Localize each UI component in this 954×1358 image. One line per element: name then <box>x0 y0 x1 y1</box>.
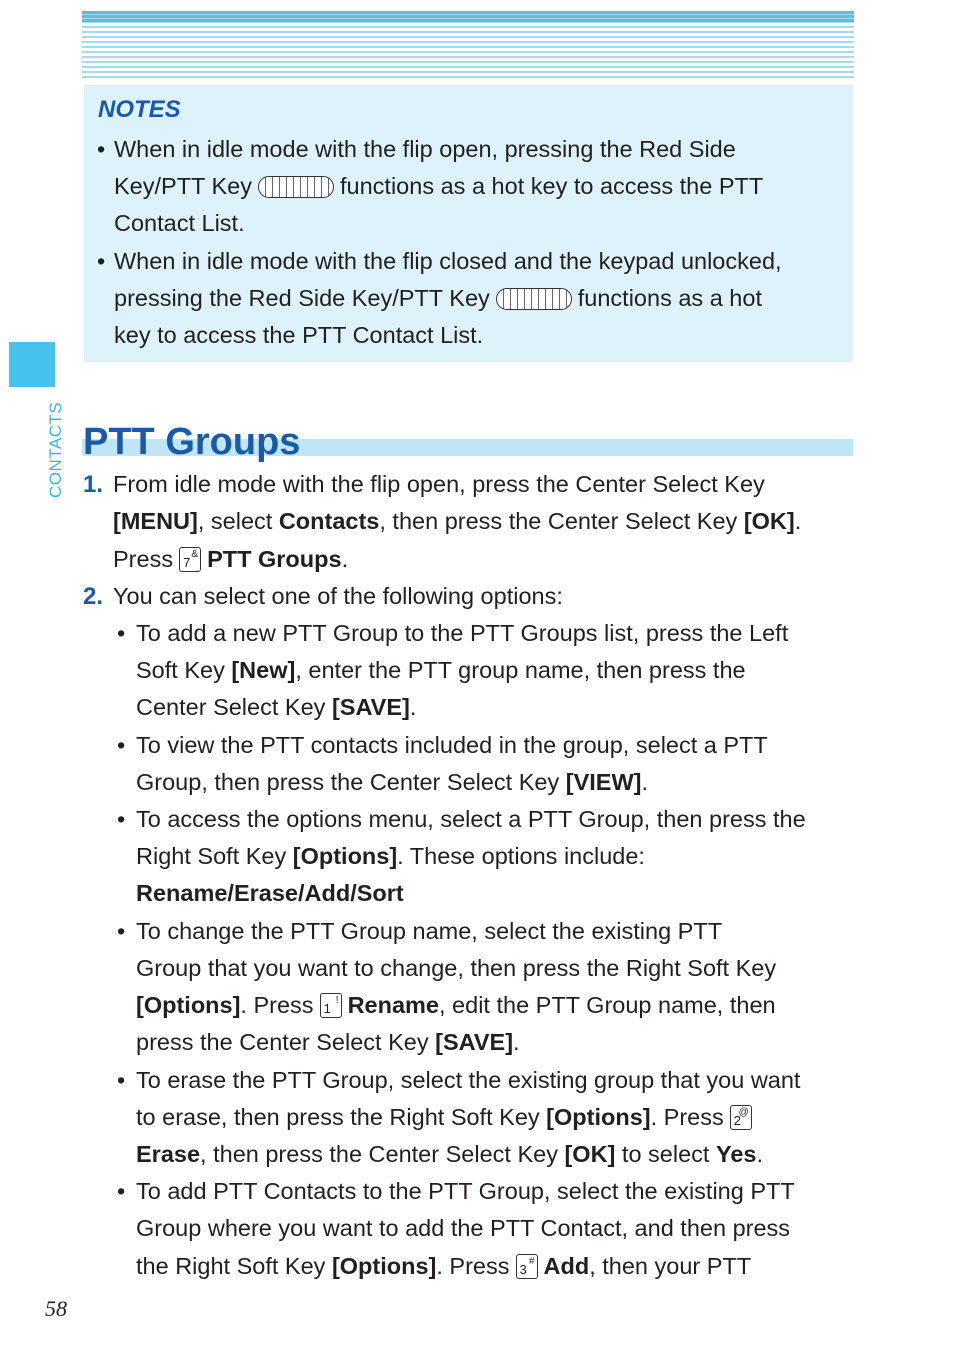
option-4-line-2: Group that you want to change, then press the Right Soft Key <box>136 955 777 981</box>
notes-title: NOTES <box>98 96 181 123</box>
side-tab-label: CONTACTS <box>46 401 65 498</box>
option-4-line-4: press the Center Select Key [SAVE]. <box>136 1029 520 1055</box>
step-1-line-1: From idle mode with the flip open, press the Center Select Key <box>113 471 765 497</box>
option-6-line-2: Group where you want to add the PTT Contact, and then press <box>136 1215 791 1241</box>
option-4-line-1: To change the PTT Group name, select the existing PTT <box>136 918 723 944</box>
option-bullet-3: • <box>117 806 126 832</box>
page-number: 58 <box>45 1296 67 1321</box>
option-6-line-3: the Right Soft Key [Options]. Press 3 # Add, then your PTT <box>136 1253 752 1279</box>
option-1-line-3: Center Select Key [SAVE]. <box>136 694 417 720</box>
notes-line-6: key to access the PTT Contact List. <box>114 322 484 348</box>
section-title: PTT Groups <box>83 421 301 463</box>
option-1-line-1: To add a new PTT Group to the PTT Groups list, press the Left <box>136 620 789 646</box>
step-1-line-2: [MENU], select Contacts, then press the Center Select Key [OK]. <box>113 508 802 534</box>
notes-bullet-1: • <box>97 136 106 162</box>
step-number-1: 1. <box>83 471 104 498</box>
option-bullet-4: • <box>117 918 126 944</box>
notes-line-2: Key/PTT Key functions as a hot key to access the PTT <box>114 173 764 199</box>
option-bullet-6: • <box>117 1178 126 1204</box>
option-6-line-1: To add PTT Contacts to the PTT Group, select the existing PTT <box>136 1178 795 1204</box>
option-3-line-1: To access the options menu, select a PTT Group, then press the <box>136 806 806 832</box>
key-7-icon: 7 & <box>179 547 201 572</box>
notes-bullet-2: • <box>97 248 106 274</box>
step-2-line-1: You can select one of the following options: <box>113 583 563 609</box>
option-5-line-1: To erase the PTT Group, select the existing group that you want <box>136 1067 801 1093</box>
header-stripes <box>82 11 854 78</box>
option-2-line-2: Group, then press the Center Select Key [VIEW]. <box>136 769 649 795</box>
notes-line-1: When in idle mode with the flip open, pressing the Red Side <box>114 136 736 162</box>
step-1-line-3: Press 7 & PTT Groups. <box>113 546 349 572</box>
option-5-line-2: to erase, then press the Right Soft Key [Options]. Press 2 @ <box>136 1099 758 1136</box>
side-tab <box>9 342 55 387</box>
notes-line-3: Contact List. <box>114 210 245 236</box>
option-4-line-3: [Options]. Press 1 ! Rename, edit the PTT Group name, then <box>136 992 776 1018</box>
option-bullet-2: • <box>117 732 126 758</box>
ptt-key-icon <box>258 176 334 198</box>
ptt-key-icon <box>496 288 572 310</box>
option-bullet-5: • <box>117 1067 126 1093</box>
option-3-line-3: Rename/Erase/Add/Sort <box>136 880 404 906</box>
option-2-line-1: To view the PTT contacts included in the group, select a PTT <box>136 732 768 758</box>
step-number-2: 2. <box>83 583 104 610</box>
option-1-line-2: Soft Key [New], enter the PTT group name, then press the <box>136 657 746 683</box>
option-bullet-1: • <box>117 620 126 646</box>
key-2-icon: 2 @ <box>730 1105 752 1130</box>
option-5-line-3: Erase, then press the Center Select Key [OK] to select Yes. <box>136 1141 764 1167</box>
notes-line-4: When in idle mode with the flip closed and the keypad unlocked, <box>114 248 782 274</box>
option-3-line-2: Right Soft Key [Options]. These options include: <box>136 843 645 869</box>
notes-line-5: pressing the Red Side Key/PTT Key functions as a hot <box>114 285 762 311</box>
key-3-icon: 3 # <box>516 1254 538 1279</box>
key-1-icon: 1 ! <box>320 993 342 1018</box>
